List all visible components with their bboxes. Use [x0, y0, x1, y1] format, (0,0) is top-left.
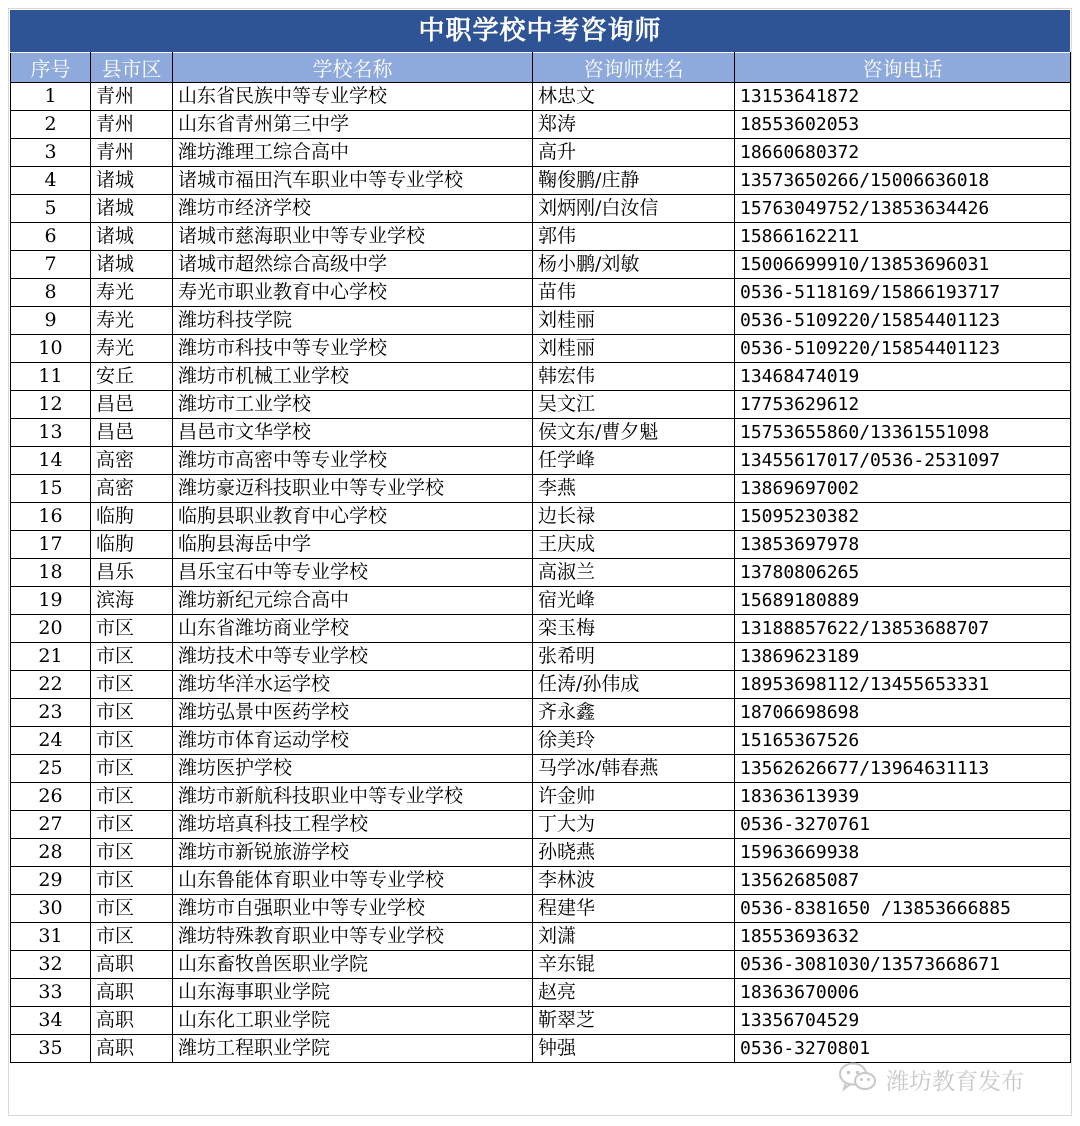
row-school-name: 山东鲁能体育职业中等专业学校 — [173, 867, 533, 895]
row-district: 青州 — [91, 83, 173, 111]
row-index: 31 — [11, 923, 91, 951]
row-index: 20 — [11, 615, 91, 643]
row-phone: 18363613939 — [735, 783, 1071, 811]
row-district: 寿光 — [91, 307, 173, 335]
row-index: 14 — [11, 447, 91, 475]
row-consultant-name: 丁大为 — [533, 811, 735, 839]
row-school-name: 临朐县职业教育中心学校 — [173, 503, 533, 531]
row-consultant-name: 高升 — [533, 139, 735, 167]
row-consultant-name: 栾玉梅 — [533, 615, 735, 643]
row-index: 27 — [11, 811, 91, 839]
row-district: 高密 — [91, 447, 173, 475]
row-consultant-name: 钟强 — [533, 1035, 735, 1063]
row-consultant-name: 马学冰/韩春燕 — [533, 755, 735, 783]
row-consultant-name: 张希明 — [533, 643, 735, 671]
row-consultant-name: 刘潇 — [533, 923, 735, 951]
row-phone: 18660680372 — [735, 139, 1071, 167]
row-school-name: 潍坊医护学校 — [173, 755, 533, 783]
row-district: 市区 — [91, 923, 173, 951]
table-row — [11, 391, 1071, 419]
row-district: 高密 — [91, 475, 173, 503]
table-title: 中职学校中考咨询师 — [10, 10, 1070, 52]
watermark — [838, 1062, 1024, 1096]
row-phone: 13853697978 — [735, 531, 1071, 559]
row-phone: 18553693632 — [735, 923, 1071, 951]
row-school-name: 潍坊技术中等专业学校 — [173, 643, 533, 671]
row-phone: 13468474019 — [735, 363, 1071, 391]
row-index: 19 — [11, 587, 91, 615]
table-row — [11, 811, 1071, 839]
row-district: 青州 — [91, 111, 173, 139]
row-phone: 13869697002 — [735, 475, 1071, 503]
table-row — [11, 783, 1071, 811]
row-phone: 15689180889 — [735, 587, 1071, 615]
row-district: 诸城 — [91, 251, 173, 279]
row-consultant-name: 孙晓燕 — [533, 839, 735, 867]
row-school-name: 诸城市超然综合高级中学 — [173, 251, 533, 279]
row-consultant-name: 鞠俊鹏/庄静 — [533, 167, 735, 195]
row-district: 市区 — [91, 895, 173, 923]
header-consultant-name: 咨询师姓名 — [533, 53, 735, 83]
row-school-name: 潍坊科技学院 — [173, 307, 533, 335]
row-consultant-name: 徐美玲 — [533, 727, 735, 755]
table-row — [11, 895, 1071, 923]
table-row — [11, 251, 1071, 279]
row-school-name: 诸城市慈海职业中等专业学校 — [173, 223, 533, 251]
row-phone: 0536-3270761 — [735, 811, 1071, 839]
row-consultant-name: 郑涛 — [533, 111, 735, 139]
row-district: 昌乐 — [91, 559, 173, 587]
row-phone: 13780806265 — [735, 559, 1071, 587]
row-index: 22 — [11, 671, 91, 699]
row-consultant-name: 吴文江 — [533, 391, 735, 419]
table-row — [11, 671, 1071, 699]
row-district: 高职 — [91, 1035, 173, 1063]
row-district: 市区 — [91, 643, 173, 671]
row-consultant-name: 许金帅 — [533, 783, 735, 811]
table-row — [11, 727, 1071, 755]
table-row — [11, 475, 1071, 503]
row-phone: 17753629612 — [735, 391, 1071, 419]
row-phone: 15866162211 — [735, 223, 1071, 251]
row-school-name: 潍坊培真科技工程学校 — [173, 811, 533, 839]
row-school-name: 潍坊市工业学校 — [173, 391, 533, 419]
row-consultant-name: 程建华 — [533, 895, 735, 923]
header-index: 序号 — [11, 53, 91, 83]
row-phone: 0536-5109220/15854401123 — [735, 307, 1071, 335]
row-phone: 18363670006 — [735, 979, 1071, 1007]
row-index: 11 — [11, 363, 91, 391]
row-district: 市区 — [91, 839, 173, 867]
row-consultant-name: 侯文东/曹夕魁 — [533, 419, 735, 447]
row-index: 2 — [11, 111, 91, 139]
row-school-name: 潍坊工程职业学院 — [173, 1035, 533, 1063]
table-row — [11, 363, 1071, 391]
row-school-name: 昌邑市文华学校 — [173, 419, 533, 447]
consultant-table — [10, 52, 1071, 1063]
table-row — [11, 447, 1071, 475]
row-phone: 13869623189 — [735, 643, 1071, 671]
row-school-name: 潍坊市高密中等专业学校 — [173, 447, 533, 475]
row-school-name: 潍坊市新锐旅游学校 — [173, 839, 533, 867]
row-index: 10 — [11, 335, 91, 363]
table-row — [11, 419, 1071, 447]
row-district: 高职 — [91, 951, 173, 979]
row-phone: 18553602053 — [735, 111, 1071, 139]
row-district: 寿光 — [91, 279, 173, 307]
row-index: 7 — [11, 251, 91, 279]
row-index: 25 — [11, 755, 91, 783]
row-school-name: 潍坊弘景中医药学校 — [173, 699, 533, 727]
row-school-name: 潍坊市科技中等专业学校 — [173, 335, 533, 363]
table-row — [11, 559, 1071, 587]
row-index: 26 — [11, 783, 91, 811]
row-consultant-name: 王庆成 — [533, 531, 735, 559]
row-index: 6 — [11, 223, 91, 251]
row-phone: 0536-8381650 /13853666885 — [735, 895, 1071, 923]
row-index: 17 — [11, 531, 91, 559]
row-consultant-name: 任涛/孙伟成 — [533, 671, 735, 699]
row-phone: 15963669938 — [735, 839, 1071, 867]
row-district: 安丘 — [91, 363, 173, 391]
row-school-name: 诸城市福田汽车职业中等专业学校 — [173, 167, 533, 195]
row-phone: 13153641872 — [735, 83, 1071, 111]
row-consultant-name: 边长禄 — [533, 503, 735, 531]
row-school-name: 山东省青州第三中学 — [173, 111, 533, 139]
row-consultant-name: 苗伟 — [533, 279, 735, 307]
table-row — [11, 335, 1071, 363]
row-district: 市区 — [91, 615, 173, 643]
table-row — [11, 923, 1071, 951]
row-phone: 13455617017/0536-2531097 — [735, 447, 1071, 475]
row-school-name: 山东海事职业学院 — [173, 979, 533, 1007]
table-row — [11, 167, 1071, 195]
row-school-name: 潍坊市自强职业中等专业学校 — [173, 895, 533, 923]
row-school-name: 潍坊特殊教育职业中等专业学校 — [173, 923, 533, 951]
table-row — [11, 755, 1071, 783]
row-phone: 0536-5118169/15866193717 — [735, 279, 1071, 307]
row-consultant-name: 宿光峰 — [533, 587, 735, 615]
row-district: 诸城 — [91, 223, 173, 251]
row-district: 滨海 — [91, 587, 173, 615]
row-consultant-name: 李燕 — [533, 475, 735, 503]
row-index: 3 — [11, 139, 91, 167]
table-row — [11, 83, 1071, 111]
row-district: 市区 — [91, 783, 173, 811]
row-school-name: 潍坊市机械工业学校 — [173, 363, 533, 391]
table-row — [11, 615, 1071, 643]
row-school-name: 临朐县海岳中学 — [173, 531, 533, 559]
table-row — [11, 867, 1071, 895]
row-phone: 0536-5109220/15854401123 — [735, 335, 1071, 363]
row-district: 市区 — [91, 671, 173, 699]
row-index: 32 — [11, 951, 91, 979]
row-phone: 18953698112/13455653331 — [735, 671, 1071, 699]
row-district: 昌邑 — [91, 419, 173, 447]
row-consultant-name: 刘炳刚/白汝信 — [533, 195, 735, 223]
header-phone: 咨询电话 — [735, 53, 1071, 83]
row-phone: 13573650266/15006636018 — [735, 167, 1071, 195]
row-district: 诸城 — [91, 167, 173, 195]
row-school-name: 潍坊市体育运动学校 — [173, 727, 533, 755]
table-row — [11, 307, 1071, 335]
table-row — [11, 1007, 1071, 1035]
row-district: 市区 — [91, 867, 173, 895]
row-index: 35 — [11, 1035, 91, 1063]
row-consultant-name: 李林波 — [533, 867, 735, 895]
row-index: 33 — [11, 979, 91, 1007]
row-district: 诸城 — [91, 195, 173, 223]
row-index: 12 — [11, 391, 91, 419]
table-row — [11, 531, 1071, 559]
row-index: 30 — [11, 895, 91, 923]
row-phone: 15095230382 — [735, 503, 1071, 531]
row-phone: 0536-3081030/13573668671 — [735, 951, 1071, 979]
header-school-name: 学校名称 — [173, 53, 533, 83]
row-school-name: 潍坊市经济学校 — [173, 195, 533, 223]
row-consultant-name: 刘桂丽 — [533, 335, 735, 363]
row-school-name: 潍坊华洋水运学校 — [173, 671, 533, 699]
row-phone: 0536-3270801 — [735, 1035, 1071, 1063]
row-consultant-name: 辛东锟 — [533, 951, 735, 979]
table-row — [11, 643, 1071, 671]
watermark-text: 潍坊教育发布 — [886, 1068, 1024, 1095]
row-district: 高职 — [91, 1007, 173, 1035]
table-row — [11, 223, 1071, 251]
row-district: 青州 — [91, 139, 173, 167]
table-row — [11, 139, 1071, 167]
row-index: 13 — [11, 419, 91, 447]
row-index: 34 — [11, 1007, 91, 1035]
row-index: 24 — [11, 727, 91, 755]
row-consultant-name: 高淑兰 — [533, 559, 735, 587]
row-district: 市区 — [91, 699, 173, 727]
row-phone: 13562685087 — [735, 867, 1071, 895]
table-row — [11, 951, 1071, 979]
row-phone: 13562626677/13964631113 — [735, 755, 1071, 783]
row-school-name: 山东化工职业学院 — [173, 1007, 533, 1035]
table-row — [11, 699, 1071, 727]
row-phone: 15165367526 — [735, 727, 1071, 755]
row-consultant-name: 林忠文 — [533, 83, 735, 111]
table-row — [11, 111, 1071, 139]
row-school-name: 寿光市职业教育中心学校 — [173, 279, 533, 307]
row-index: 8 — [11, 279, 91, 307]
row-phone: 18706698698 — [735, 699, 1071, 727]
row-phone: 13188857622/13853688707 — [735, 615, 1071, 643]
row-consultant-name: 韩宏伟 — [533, 363, 735, 391]
row-district: 临朐 — [91, 531, 173, 559]
row-district: 市区 — [91, 727, 173, 755]
row-consultant-name: 靳翠芝 — [533, 1007, 735, 1035]
row-index: 9 — [11, 307, 91, 335]
table-row — [11, 279, 1071, 307]
row-district: 市区 — [91, 811, 173, 839]
row-consultant-name: 杨小鹏/刘敏 — [533, 251, 735, 279]
row-index: 28 — [11, 839, 91, 867]
row-consultant-name: 任学峰 — [533, 447, 735, 475]
table-row — [11, 979, 1071, 1007]
row-phone: 15763049752/13853634426 — [735, 195, 1071, 223]
row-consultant-name: 赵亮 — [533, 979, 735, 1007]
row-index: 23 — [11, 699, 91, 727]
table-body — [11, 83, 1071, 1063]
row-school-name: 山东省潍坊商业学校 — [173, 615, 533, 643]
row-index: 18 — [11, 559, 91, 587]
row-district: 昌邑 — [91, 391, 173, 419]
row-district: 临朐 — [91, 503, 173, 531]
row-school-name: 潍坊市新航科技职业中等专业学校 — [173, 783, 533, 811]
row-school-name: 潍坊豪迈科技职业中等专业学校 — [173, 475, 533, 503]
row-school-name: 山东省民族中等专业学校 — [173, 83, 533, 111]
row-consultant-name: 齐永鑫 — [533, 699, 735, 727]
row-phone: 15753655860/13361551098 — [735, 419, 1071, 447]
row-district: 寿光 — [91, 335, 173, 363]
row-index: 29 — [11, 867, 91, 895]
wechat-icon — [838, 1061, 878, 1097]
row-consultant-name: 刘桂丽 — [533, 307, 735, 335]
table-row — [11, 587, 1071, 615]
row-index: 15 — [11, 475, 91, 503]
row-school-name: 昌乐宝石中等专业学校 — [173, 559, 533, 587]
table-row — [11, 503, 1071, 531]
row-phone: 15006699910/13853696031 — [735, 251, 1071, 279]
row-district: 高职 — [91, 979, 173, 1007]
row-school-name: 潍坊新纪元综合高中 — [173, 587, 533, 615]
row-index: 21 — [11, 643, 91, 671]
table-row — [11, 1035, 1071, 1063]
row-index: 1 — [11, 83, 91, 111]
row-index: 5 — [11, 195, 91, 223]
header-row — [11, 53, 1071, 83]
header-district: 县市区 — [91, 53, 173, 83]
table-row — [11, 839, 1071, 867]
row-consultant-name: 郭伟 — [533, 223, 735, 251]
row-district: 市区 — [91, 755, 173, 783]
row-school-name: 山东畜牧兽医职业学院 — [173, 951, 533, 979]
row-phone: 13356704529 — [735, 1007, 1071, 1035]
row-index: 16 — [11, 503, 91, 531]
row-school-name: 潍坊潍理工综合高中 — [173, 139, 533, 167]
table-row — [11, 195, 1071, 223]
row-index: 4 — [11, 167, 91, 195]
